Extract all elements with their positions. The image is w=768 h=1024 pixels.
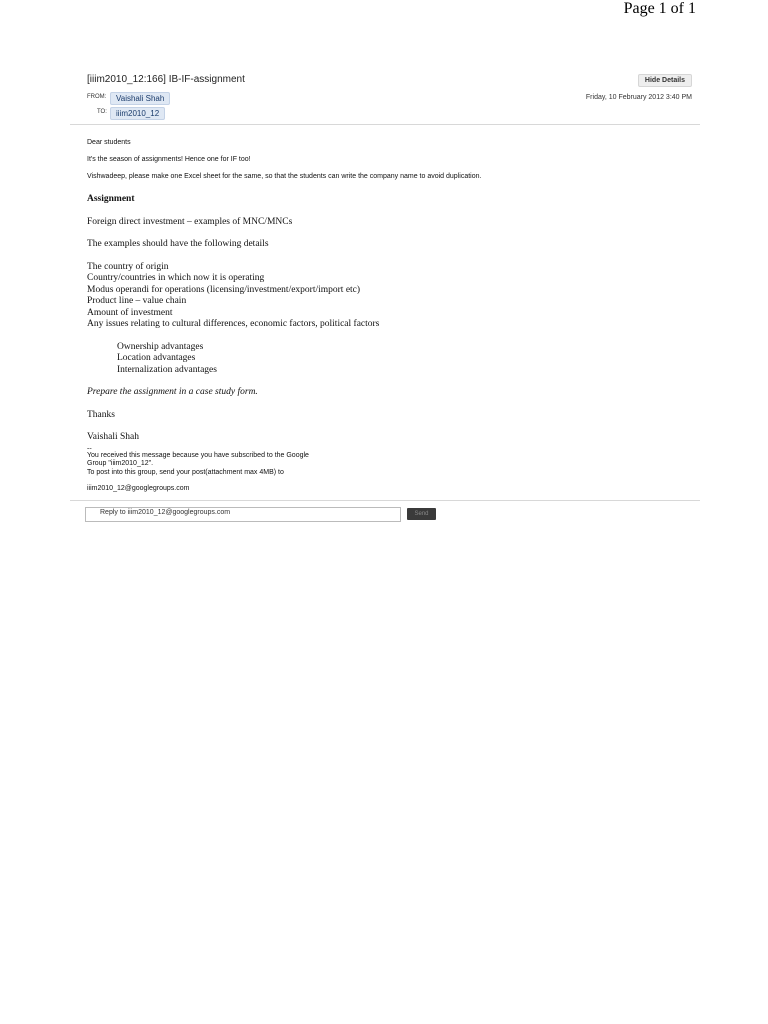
assignment-topic: Foreign direct investment – examples of MNC/MNCs: [87, 216, 293, 227]
advantage-item: Ownership advantages: [117, 341, 204, 352]
advantage-item: Internalization advantages: [117, 364, 217, 375]
advantage-item: Location advantages: [117, 353, 196, 363]
reply-bar: [70, 501, 700, 535]
detail-item: Modus operandi for operations (licensing/investment/export/import etc): [87, 284, 361, 295]
to-label: TO:: [97, 109, 107, 115]
email-body: [70, 125, 700, 500]
email-date: Friday, 10 February 2012 3:40 PM: [585, 94, 692, 101]
from-label: FROM:: [87, 94, 107, 100]
footer-line-3: To post into this group, send your post(attachment max 4MB) to: [87, 468, 284, 476]
detail-item: Product line – value chain: [87, 296, 187, 306]
detail-item: The country of origin: [87, 261, 169, 272]
footer-line-2: Group "iiim2010_12".: [87, 460, 154, 467]
thanks: Thanks: [87, 409, 115, 420]
body-line-1: It's the season of assignments! Hence one for IF too!: [87, 156, 251, 163]
signature: Vaishali Shah: [87, 432, 139, 442]
details-list: [87, 262, 683, 331]
advantages-list: [87, 342, 683, 377]
hide-details-button[interactable]: Hide Details: [638, 74, 692, 87]
email-subject: [iiim2010_12:166] IB-IF-assignment: [87, 74, 245, 85]
signature-separator: --: [87, 443, 92, 452]
body-line-2: Vishwadeep, please make one Excel sheet for the same, so that the students can write the company name to avoid duplication.: [87, 173, 482, 180]
reply-input[interactable]: Reply to iiim2010_12@googlegroups.com: [85, 507, 401, 522]
send-button[interactable]: Send: [407, 508, 436, 520]
detail-item: Country/countries in which now it is operating: [87, 273, 265, 283]
detail-item: Any issues relating to cultural differences, economic factors, political factors: [87, 319, 380, 329]
detail-item: Amount of investment: [87, 307, 173, 318]
assignment-section: [87, 194, 683, 452]
page-number: Page 1 of 1: [623, 0, 696, 17]
assignment-heading: Assignment: [87, 194, 135, 204]
group-email-link[interactable]: iiim2010_12@googlegroups.com: [87, 485, 190, 492]
recipient-chip[interactable]: iiim2010_12: [110, 107, 165, 120]
sender-chip[interactable]: Vaishali Shah: [110, 92, 170, 105]
greeting: Dear students: [87, 139, 131, 146]
email-message: [70, 66, 700, 535]
details-intro: The examples should have the following details: [87, 239, 269, 249]
footer-line-1: You received this message because you have subscribed to the Google: [87, 451, 309, 459]
instruction: Prepare the assignment in a case study form.: [87, 387, 258, 397]
email-header: [70, 66, 700, 124]
